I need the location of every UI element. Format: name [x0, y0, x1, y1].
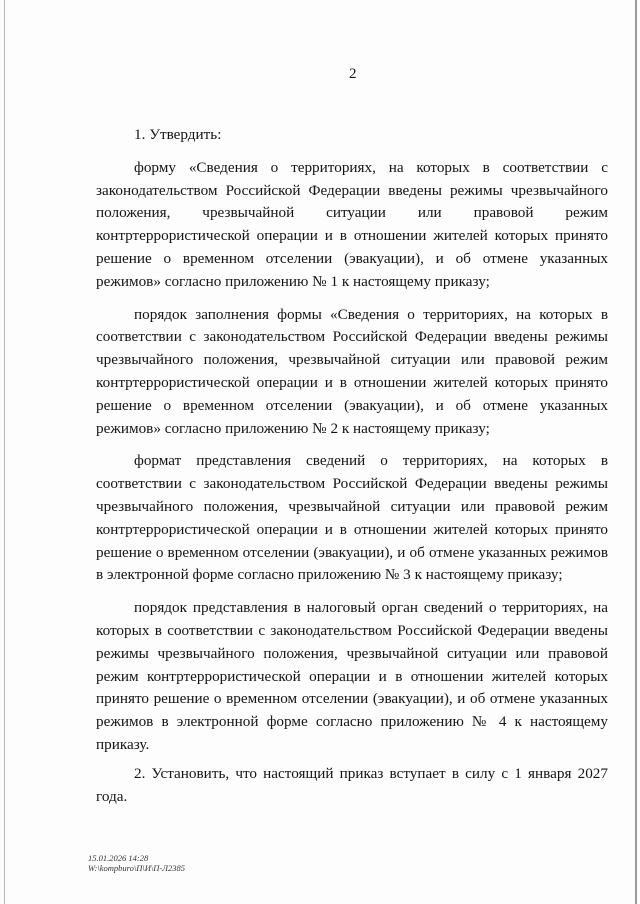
paragraph-submission-procedure: порядок представления в налоговый орган сведений о территориях, на которых в соответствии с законодательством Российской Федерации введены режимы чрезвычайного положения, чрезвычайной ситуации или правовой режим контртеррористической операции и в отношении жителей которых принято решение о временном отселении (эвакуации), и об отмене указанных режимов в электронной форме согласно приложению № 4 к настоящему приказу.	[96, 599, 608, 753]
paragraph-approve-heading: 1. Утвердить:	[134, 126, 222, 143]
paragraph-fill-procedure: порядок заполнения формы «Сведения о территориях, на которых в соответствии с законодательством Российской Федерации введены режимы чрезвычайного положения, чрезвычайной ситуации или правовой режим контртеррористической операции и в отношении жителей которых принято решение о временном отселении (эвакуации), и об отмене указанных режимов» согласно приложению № 2 к настоящему приказу;	[96, 305, 608, 437]
paragraph-effective-date: 2. Установить, что настоящий приказ вступает в силу с 1 января 2027 года.	[96, 764, 608, 805]
page-number: 2	[349, 66, 357, 82]
scan-edge-right	[635, 0, 637, 904]
document-body	[96, 124, 608, 808]
scan-edge-left	[4, 0, 5, 904]
paragraph-form: форму «Сведения о территориях, на которых в соответствии с законодательством Российской Федерации введены режимы чрезвычайного положения, чрезвычайной ситуации или правовой режим контртеррористической операции и в отношении жителей которых принято решение о временном отселении (эвакуации), и об отмене указанных режимов» согласно приложению № 1 к настоящему приказу;	[96, 158, 608, 290]
footer-date: 15.01.2026 14:28	[88, 853, 149, 863]
footer-stamp	[88, 853, 185, 873]
paragraph-format: формат представления сведений о территориях, на которых в соответствии с законодательством Российской Федерации введены режимы чрезвычайного положения, чрезвычайной ситуации или правовой режим контртеррористической операции и в отношении жителей которых принято решение о временном отселении (эвакуации), и об отмене указанных режимов в электронной форме согласно приложению № 3 к настоящему приказу;	[96, 452, 608, 584]
footer-path: W:\kompburo\П\И\П-Л2385	[88, 863, 185, 873]
